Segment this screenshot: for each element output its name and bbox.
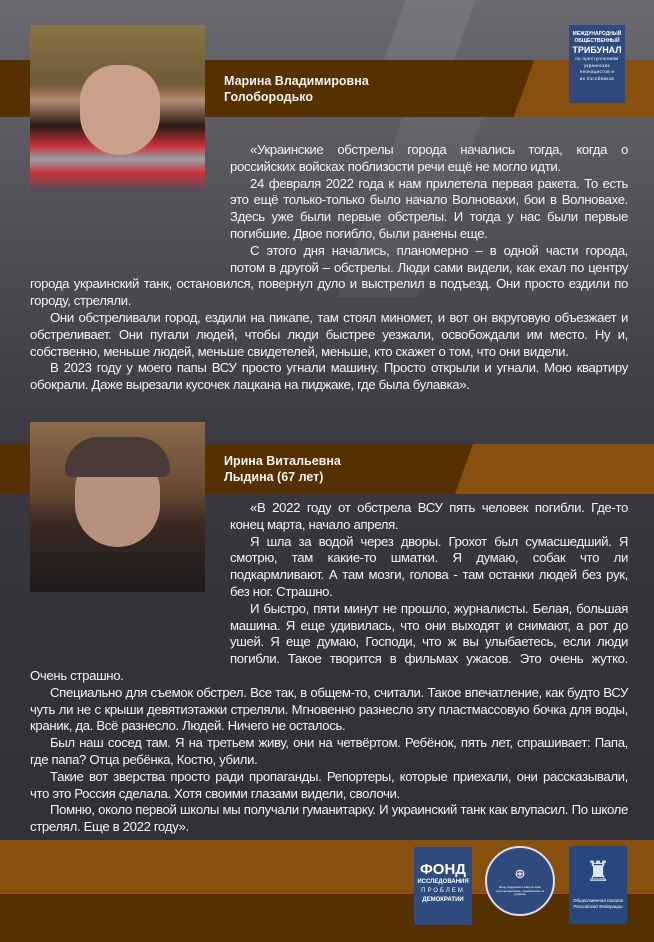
globe-icon: ⊕ <box>514 866 526 881</box>
decor-stripe <box>384 0 476 60</box>
testimony-1: «Украинские обстрелы города начались тогда, когда о российских войсках поблизости речи ещё не могло идти. 24 февраля 2022 года к нам прилетела первая ракета. То есть это ещё только-только было начало Волновахи, бои в Волновахе. Здесь уже были первые обстрелы. И тогда у нас были первые погибшие. Двое погибло, были ранены еще. С этого дня начались, планомерно – в одной части города, потом в другой – обстрелы. Люди сами видели, как ехал по центру города украинский танк, остановился, повернул дуло и выстрелил в подъезд. Они просто ездили по городу, стреляли. Они обстреливали город, ездили на пикапе, там стоял миномет, и вот он вкруговую объезжает и обстреливает. Они пугали людей, чтобы люди быстрее уезжали, освобождали им место. Ну и, собственно, меньше людей, меньше свидетелей, меньше, кто скажет о том, что они видели. В 2023 году у моего папы ВСУ просто угнали машину. Просто открыли и угнали. Мою квартиру обокрали. Даже вырезали кусочек лацкана на пиджаке, где была булавка». <box>30 142 628 393</box>
witness-name-1: Марина Владимировна Голобородько <box>224 74 369 104</box>
testimony-2: «В 2022 году от обстрела ВСУ пять человек погибли. Где-то конец марта, начало апреля. Я шла за водой через дворы. Грохот был сумасшедший. Я смотрю, там какие-то шматки. Я думаю, собак что ли подкармливают. А там мозги, голова - там останки людей без рук, без ног. Страшно. И быстро, пяти минут не прошло, журналисты. Белая, большая машина. Я еще удивилась, что они выходят и снимают, а рот до ушей. Я еще думаю, Господи, что ж вы улыбаетесь, если люди погибли. Такое творится в фильмах ужасов. Это очень жутко. Очень страшно. Специально для съемок обстрел. Все так, в общем-то, считали. Такое впечатление, как будто ВСУ чуть ли не с крыши девятиэтажки стреляли. Мгновенно разнесло эту пластмассовую бочка для воды, краник, да. Всё разнесло. Людей. Ничего не осталось. Был наш сосед там. Я на третьем живу, они на четвёртом. Ребёнок, пять лет, спрашивает: Папа, где папа? Отца ребёнка, Костю, убили. Такие вот зверства просто ради пропаганды. Репортеры, которые приехали, они рассказывали, что это Россия сделала. Хотя своими глазами видели, сволочи. Помню, около первой школы мы получали гуманитарку. И украинский танк как влупасил. По школе стрелял. Еще в 2022 году». <box>30 500 628 835</box>
public-chamber-logo: ♜ Общественная палата Российской Федерации <box>569 846 627 924</box>
hair <box>65 437 170 477</box>
footer-band-dark <box>0 894 654 942</box>
footer-band <box>0 840 654 894</box>
compatriots-fund-logo: ⊕ Фонд поддержки и защиты прав соотечественников, проживающих за рубежом <box>485 846 555 916</box>
tribunal-logo: МЕЖДУНАРОДНЫЙ ОБЩЕСТВЕННЫЙ ТРИБУНАЛ по преступлениям украинских неонацистов и их пособников <box>569 25 625 103</box>
witness-name-2: Ирина Витальевна Лыдина (67 лет) <box>224 454 341 484</box>
fond-logo: ФОНД ИССЛЕДОВАНИЯ ПРОБЛЕМ ДЕМОКРАТИИ <box>414 847 472 925</box>
monument-icon: ♜ <box>585 856 611 887</box>
